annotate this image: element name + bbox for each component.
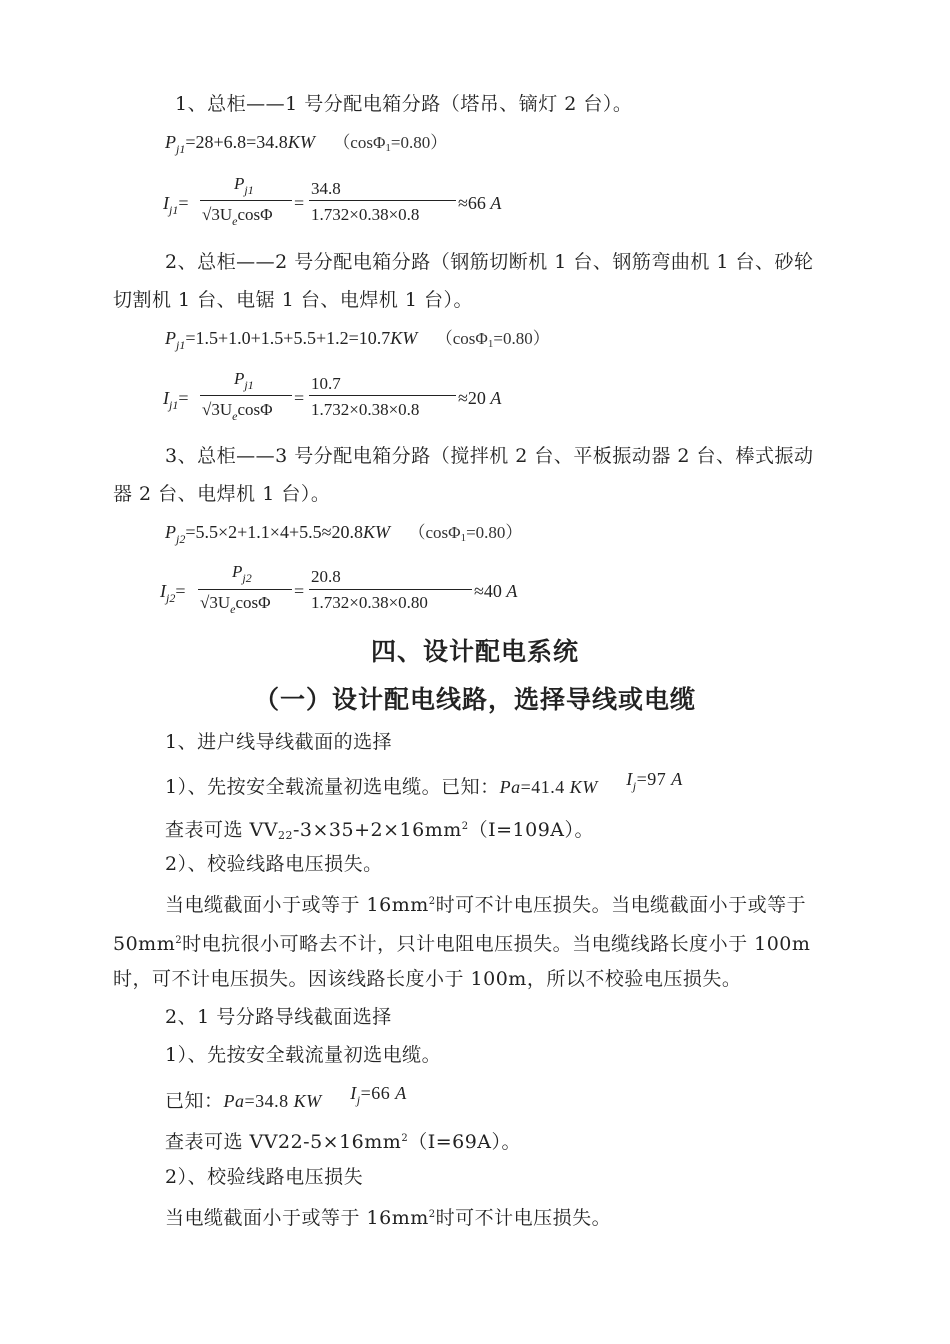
section-heading: （一）设计配电线路，选择导线或电缆 — [253, 685, 696, 714]
paragraph-voltage-line-2: $50mm^2$时电抗很小可略去不计，只计电阻电压损失。当电缆线路长度小于 100m — [113, 933, 811, 955]
section-3-title-line-1: 3、总柜——3 号分配电箱分路（搅拌机 2 台、平板振动器 2 台、棒式振动 — [165, 445, 814, 467]
paragraph-voltage-line-3: 时，可不计电压损失。因该线路长度小于 100m，所以不校验电压损失。 — [113, 968, 742, 990]
current-known: $I_j=97$ A — [626, 769, 683, 793]
fraction-numerator-left: $P_{j1}$ — [234, 174, 254, 197]
fraction-numerator-left: $P_{j1}$ — [234, 369, 254, 392]
fraction-bar-right — [309, 395, 456, 396]
paragraph-branch-1-known: 已知：Pa=34.8 KW $I_j=66$ A — [165, 1083, 407, 1112]
fraction-numerator-right: 34.8 — [311, 179, 341, 198]
fraction-denominator-left: $√3U_e\cos\Phi$ — [202, 205, 273, 228]
power-expression: =28+6.8=34.8 — [185, 132, 288, 152]
current-subscript: j1 — [169, 203, 179, 217]
paragraph-table-lookup-1: 查表可选 $VV22-3\times 35+2\times 16mm^2(I=109A)$。 — [165, 819, 595, 842]
fraction-denominator-right: 1.732×0.38×0.8 — [311, 205, 420, 224]
current-result: ≈40 A — [474, 581, 518, 601]
fraction-bar-right — [309, 200, 456, 201]
fraction-bar-left — [200, 200, 292, 201]
power-symbol: P — [165, 132, 176, 152]
current-known: $I_j=66$ A — [350, 1083, 407, 1107]
section-2-title-line-2: 切割机 1 台、电锯 1 台、电焊机 1 台）。 — [113, 289, 474, 311]
power-unit: KW — [287, 132, 315, 152]
fraction-numerator-right: 10.7 — [311, 374, 341, 393]
chapter-heading: 四、设计配电系统 — [370, 637, 579, 666]
section-2-power-formula: $P_{j1}=1.5+1.0+1.5+5.5+1.2=10.7KW$ （cosΦ1=0.80） — [165, 328, 550, 352]
current-result: ≈20 A — [458, 388, 502, 408]
paragraph-voltage-check-2: 2）、校验线路电压损失 — [165, 1166, 364, 1188]
fraction-denominator-right: 1.732×0.38×0.8 — [311, 400, 420, 419]
section-1-title: 1、总柜——1 号分配电箱分路（塔吊、镝灯 2 台）。 — [175, 93, 633, 115]
paragraph-branch-1-selection: 1）、先按安全载流量初选电缆。 — [165, 1044, 442, 1066]
current-result: ≈66 A — [458, 193, 502, 213]
paragraph-voltage-check-1: 2）、校验线路电压损失。 — [165, 853, 383, 875]
section-1-power-formula — [165, 130, 447, 161]
fraction-denominator-left: $√3U_e\cos\Phi$ — [200, 593, 271, 616]
fraction-bar-left — [198, 589, 292, 590]
fraction-numerator-left: $P_{j2}$ — [232, 562, 252, 585]
current-symbol: I — [163, 193, 169, 213]
paragraph-voltage-line-4: 当电缆截面小于或等于 $16mm^2$时可不计电压损失。 — [165, 1207, 612, 1229]
paragraph-initial-selection: 1）、先按安全载流量初选电缆。已知：Pa=41.4 KW $I_j=97$ A — [165, 769, 683, 798]
paragraph-branch-1-title: 2、1 号分路导线截面选择 — [165, 1006, 392, 1028]
fraction-bar-right — [309, 589, 472, 590]
paragraph-voltage-line-1: 当电缆截面小于或等于 $16mm^2$时可不计电压损失。当电缆截面小于或等于 — [165, 894, 807, 916]
power-subscript: j1 — [176, 142, 186, 156]
cos-note: （cosΦ1=0.80） — [435, 329, 550, 350]
cos-note: （cosΦ1=0.80） — [408, 523, 523, 544]
document-page: 1、总柜——1 号分配电箱分路（塔吊、镝灯 2 台）。 $P_{j1}=28+6.8=34.8KW$ （cosΦ1=0.80） $I_{j1}=$ $P_{j1}$ $√3U_e\cos\Phi$ = 34.8 1.732×0.38×0.8 ≈66 A 2、总柜——2 号分配电箱分路（钢筋切断机 1 台、钢筋弯曲机 1 台、砂轮 切割机 1 台、电锯 1 台、电焊机 1 台）。 $P_{j1}=1.5+1.0+1.5+5.5+1.2=10.7KW$ （cosΦ1=0.80） $I_{j1}=$ $P_{j1}$ $√3U_e\cos\Phi$ = 10.7 1.732×0.38×0.8 ≈20 A 3、总柜——3 号分配电箱分路（搅拌机 2 台、平板振动器 2 台、棒式振动 器 2 台、电焊机 1 台）。 $P_{j2}=5.5\times 2+1.1\times 4+5.5\approx 20.8KW$ （cosΦ1=0.80） $I_{j2}=$ $P_{j2}$ $√3U_e\cos\Phi$ = 20.8 1.732×0.38×0.80 ≈40 A 四、设计配电系统 （一）设计配电线路，选择导线或电缆 1、进户线导线截面的选择 1）、先按安全载流量初选电缆。已知：Pa=41.4 KW $I_j=97$ A 查表可选 $VV22-3\times 35+2\times 16mm^2(I=109A)$。 2）、校验线路电压损失。 当电缆截面小于或等于 $16mm^2$时可不计电压损失。当电缆截面小于或等于 $50mm^2$时电抗很小可略去不计，只计电阻电压损失。当电缆线路长度小于 100m 时，可不计电压损失。因该线路长度小于 100m，所以不校验电压损失。 2、1 号分路导线截面选择 1）、先按安全载流量初选电缆。 已知：Pa=34.8 KW $I_j=66$ A 查表可选 $VV22-5\times 16mm^2(I=69A)$。 2）、校验线路电压损失 当电缆截面小于或等于 $16mm^2$时可不计电压损失。 — [0, 0, 950, 1344]
paragraph-service-line-title: 1、进户线导线截面的选择 — [165, 731, 393, 753]
section-2-title-line-1: 2、总柜——2 号分配电箱分路（钢筋切断机 1 台、钢筋弯曲机 1 台、砂轮 — [165, 251, 814, 273]
paragraph-table-lookup-2: 查表可选 $VV22-5\times 16mm^2(I=69A)$。 — [165, 1131, 522, 1153]
cos-note: （cosΦ1=0.80） — [333, 133, 448, 154]
section-3-power-formula: $P_{j2}=5.5\times 2+1.1\times 4+5.5\approx 20.8KW$ （cosΦ1=0.80） — [165, 522, 523, 546]
fraction-denominator-right: 1.732×0.38×0.80 — [311, 593, 428, 612]
fraction-numerator-right: 20.8 — [311, 567, 341, 586]
fraction-denominator-left: $√3U_e\cos\Phi$ — [202, 400, 273, 423]
section-3-title-line-2: 器 2 台、电焊机 1 台）。 — [113, 483, 331, 505]
fraction-bar-left — [200, 395, 292, 396]
